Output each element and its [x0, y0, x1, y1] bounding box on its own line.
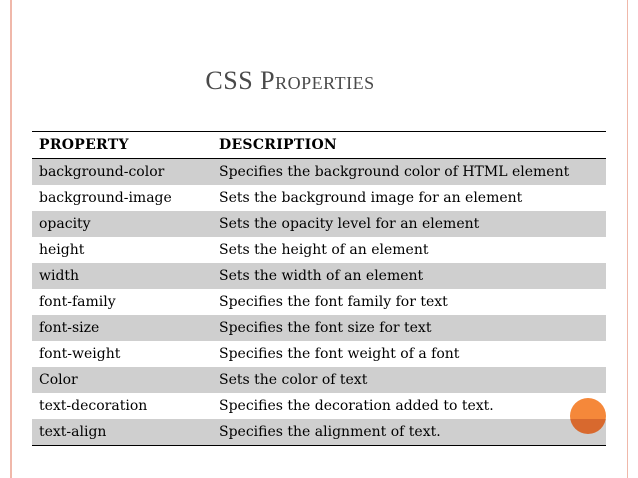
slide-title: CSS Properties: [205, 66, 375, 95]
property-cell: background-color: [39, 164, 165, 180]
description-cell: Sets the width of an element: [219, 268, 424, 284]
table-row: [32, 393, 606, 419]
description-cell: Specifies the background color of HTML element: [219, 164, 570, 180]
header-description: DESCRIPTION: [219, 137, 338, 153]
description-cell: Sets the color of text: [219, 372, 368, 388]
table-row: [32, 341, 606, 367]
table-row: [32, 263, 606, 289]
table-row: [32, 289, 606, 315]
header-property: PROPERTY: [39, 137, 129, 153]
table-row: [32, 419, 606, 445]
table-row: [32, 237, 606, 263]
property-cell: opacity: [39, 216, 91, 232]
description-cell: Sets the height of an element: [219, 242, 429, 258]
property-cell: background-image: [39, 190, 172, 206]
table-row: [32, 185, 606, 211]
description-cell: Specifies the font weight of a font: [219, 346, 460, 362]
property-cell: text-align: [39, 424, 107, 440]
description-cell: Specifies the font size for text: [219, 320, 432, 336]
table-body: [32, 159, 606, 445]
property-cell: font-size: [39, 320, 100, 336]
circle-top-half: [570, 398, 606, 419]
table-row: [32, 211, 606, 237]
property-cell: Color: [39, 372, 78, 388]
table-row: [32, 159, 606, 185]
right-edge-line: [627, 0, 629, 478]
property-cell: width: [39, 268, 80, 284]
decorative-circle-icon: [570, 398, 606, 434]
properties-table: [32, 131, 606, 446]
description-cell: Sets the opacity level for an element: [219, 216, 480, 232]
description-cell: Specifies the alignment of text.: [219, 424, 441, 440]
description-cell: Specifies the font family for text: [219, 294, 448, 310]
table-row: [32, 367, 606, 393]
description-cell: Specifies the decoration added to text.: [219, 398, 494, 414]
property-cell: font-family: [39, 294, 116, 310]
property-cell: font-weight: [39, 346, 121, 362]
table-row: [32, 315, 606, 341]
table-header: [32, 132, 606, 159]
property-cell: height: [39, 242, 85, 258]
description-cell: Sets the background image for an element: [219, 190, 523, 206]
circle-bottom-half: [570, 419, 606, 434]
property-cell: text-decoration: [39, 398, 148, 414]
